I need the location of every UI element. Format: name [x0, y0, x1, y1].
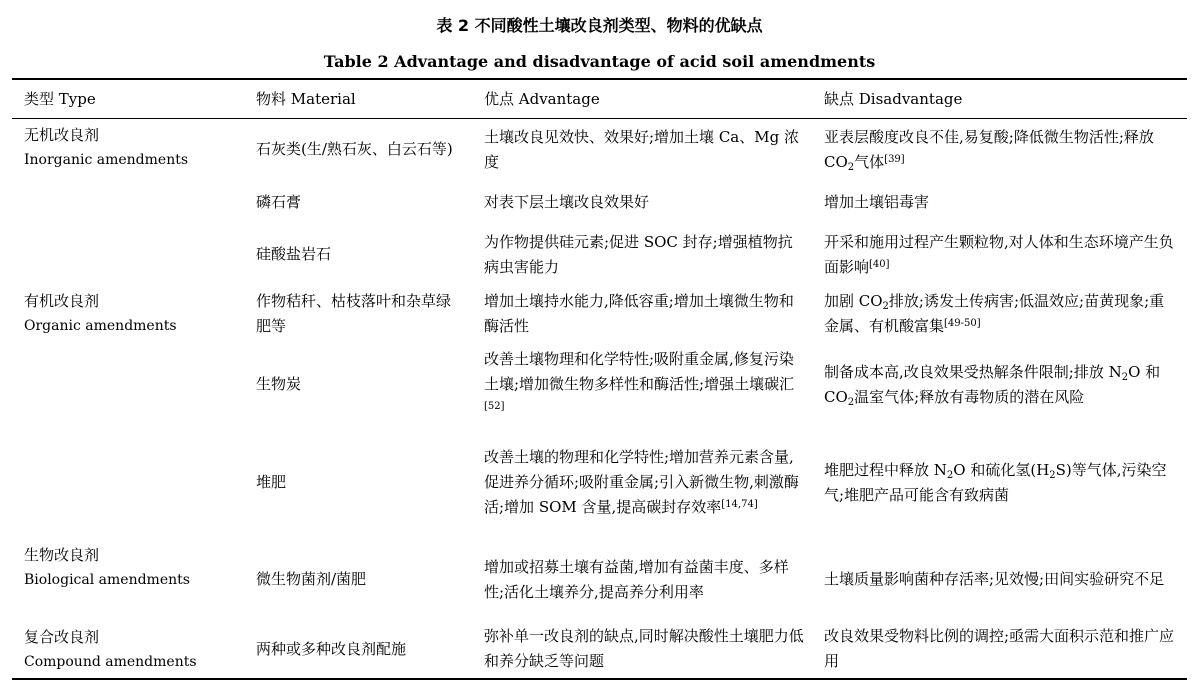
material-cell: 生物炭: [256, 375, 302, 393]
group-name-en: Inorganic amendments: [24, 152, 189, 168]
disadvantage-text: O 和硫化氢(H: [953, 460, 1050, 479]
advantage-cell: 土壤改良见效快、效果好;增加土壤 Ca、Mg 浓度: [484, 127, 799, 171]
citation: [39]: [884, 153, 905, 165]
group-organic: [12, 285, 244, 539]
subscript: 2: [1049, 469, 1056, 481]
disadvantage-cell: 改良效果受物料比例的调控;亟需大面积示范和推广应用: [824, 627, 1175, 670]
disadvantage-cell: [812, 119, 1187, 181]
group-name-cn: 复合改良剂: [24, 627, 100, 646]
citation: [14,74]: [721, 499, 758, 510]
disadvantage-text: 加剧 CO: [824, 291, 883, 310]
disadvantage-text: 排放;诱发土传病害;低温效应;苗黄现象;重金属、有机酸富集: [824, 291, 1165, 335]
group-name-en: Biological amendments: [24, 571, 190, 588]
material-cell: 硅酸盐岩石: [256, 245, 332, 263]
disadvantage-text: 堆肥过程中释放 N: [824, 460, 947, 479]
disadvantage-text: 气体: [854, 152, 885, 171]
subscript: 2: [847, 161, 855, 173]
material-cell: 微生物菌剂/菌肥: [256, 570, 367, 588]
table-title-en: Table 2 Advantage and disadvantage of acid soil amendments: [323, 52, 876, 71]
advantage-cell: 为作物提供硅元素;促进 SOC 封存;增强植物抗病虫害能力: [484, 232, 793, 276]
group-name-cn: 有机改良剂: [24, 291, 100, 310]
advantage-cell: 增加或招募土壤有益菌,增加有益菌丰度、多样性;活化土壤养分,提高养分利用率: [484, 557, 789, 601]
header-material: 物料 Material: [256, 89, 356, 108]
subscript: 2: [882, 300, 889, 312]
citation: [52]: [484, 401, 505, 412]
advantage-cell: 增加土壤持水能力,降低容重;增加土壤微生物和酶活性: [484, 291, 794, 335]
advantage-text: 改善土壤的物理和化学特性;增加营养元素含量,促进养分循环;吸附重金属;引入新微生物,刺激酶活;增加 SOM 含量,提高碳封存效率: [484, 448, 799, 516]
header-type: 类型 Type: [24, 89, 96, 108]
material-cell: 石灰类(生/熟石灰、白云石等): [256, 140, 453, 159]
table-row: [12, 621, 1187, 679]
material-cell: 两种或多种改良剂配施: [256, 639, 407, 658]
material-cell: 磷石膏: [256, 193, 302, 211]
disadvantage-text: 亚表层酸度改良不佳,易复酸;降低微生物活性;释放 CO: [824, 127, 1154, 171]
subscript: 2: [946, 469, 954, 481]
disadvantage-cell: 增加土壤铝毒害: [824, 193, 930, 211]
disadvantage-cell: [812, 225, 1187, 285]
table-row: [12, 119, 1187, 181]
group-biological: [12, 539, 244, 621]
advantage-cell: 对表下层土壤改良效果好: [484, 193, 650, 211]
header-row: [12, 79, 1187, 119]
header-advantage: 优点 Advantage: [484, 89, 600, 108]
group-compound: [12, 621, 244, 679]
advantage-cell: 弥补单一改良剂的缺点,同时解决酸性土壤肥力低和养分缺乏等问题: [484, 627, 804, 670]
table-title-cn: 表 2 不同酸性土壤改良剂类型、物料的优缺点: [436, 16, 763, 35]
table-row: [12, 285, 1187, 343]
group-name-en: Compound amendments: [24, 653, 197, 670]
subscript: 2: [847, 396, 855, 408]
group-name-en: Organic amendments: [24, 317, 177, 334]
disadvantage-text: 温室气体;释放有毒物质的潜在风险: [854, 387, 1085, 406]
disadvantage-cell: [812, 343, 1187, 427]
disadvantage-text: 开采和施用过程产生颗粒物,对人体和生态环境产生负面影响: [824, 232, 1174, 276]
header-disadvantage: 缺点 Disadvantage: [824, 89, 963, 108]
subscript: 2: [1121, 371, 1129, 383]
citation: [49-50]: [944, 317, 981, 329]
disadvantage-cell: [812, 285, 1187, 343]
group-name-cn: 生物改良剂: [24, 545, 100, 564]
disadvantage-text: 制备成本高,改良效果受热解条件限制;排放 N: [824, 362, 1122, 381]
material-cell: 堆肥: [256, 473, 287, 491]
advantage-text: 改善土壤物理和化学特性;吸附重金属,修复污染土壤;增加微生物多样性和酶活性;增强土壤碳汇: [484, 350, 795, 393]
amendments-table: [12, 78, 1187, 680]
advantage-cell: [472, 343, 812, 427]
group-inorganic: [12, 119, 244, 285]
table-row: [12, 539, 1187, 621]
disadvantage-text: O 和 CO: [824, 362, 1161, 406]
advantage-cell: [472, 427, 812, 539]
material-cell: 作物秸秆、枯枝落叶和杂草绿肥等: [256, 291, 452, 335]
disadvantage-cell: [812, 427, 1187, 539]
citation: [40]: [869, 258, 890, 270]
disadvantage-text: S)等气体,污染空气;堆肥产品可能含有致病菌: [824, 460, 1167, 504]
group-name-cn: 无机改良剂: [24, 126, 100, 144]
disadvantage-cell: 土壤质量影响菌种存活率;见效慢;田间实验研究不足: [824, 570, 1165, 588]
